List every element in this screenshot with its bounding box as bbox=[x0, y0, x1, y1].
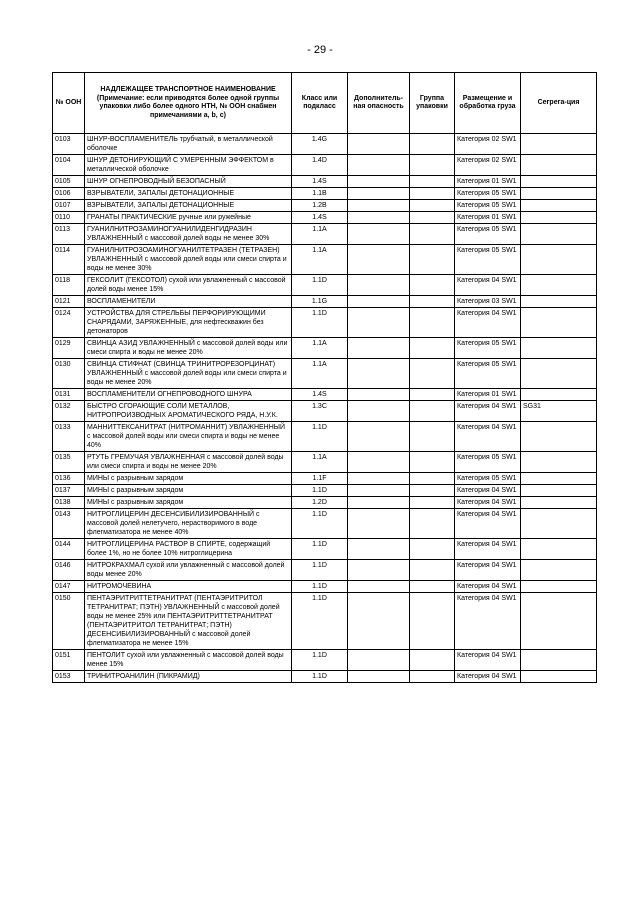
cell-segregation bbox=[521, 308, 597, 338]
cell-shipping-name: ШНУР ОГНЕПРОВОДНЫЙ БЕЗОПАСНЫЙ bbox=[85, 176, 292, 188]
table-row bbox=[53, 155, 597, 176]
cell-packing-group bbox=[410, 485, 455, 497]
cell-stowage: Категория 05 SW1 bbox=[455, 452, 521, 473]
cell-un-number: 0118 bbox=[53, 275, 85, 296]
page-number: - 29 - bbox=[307, 44, 333, 56]
cell-class: 1.1A bbox=[292, 224, 348, 245]
cell-segregation bbox=[521, 134, 597, 155]
cell-packing-group bbox=[410, 212, 455, 224]
cell-class: 1.1D bbox=[292, 671, 348, 683]
cell-un-number: 0114 bbox=[53, 245, 85, 275]
cell-segregation bbox=[521, 509, 597, 539]
cell-shipping-name: МАННИТТЕКСАНИТРАТ (НИТРОМАННИТ) УВЛАЖНЕННЫЙ с массовой долей воды или смеси спирта и воды не менее 40% bbox=[85, 422, 292, 452]
cell-segregation bbox=[521, 200, 597, 212]
cell-shipping-name: ПЕНТОЛИТ сухой или увлажненный с массовой долей воды менее 15% bbox=[85, 650, 292, 671]
cell-shipping-name: ГУАНИЛНИТРОЗАМИНОГУАНИЛИДЕНГИДРАЗИН УВЛАЖНЕННЫЙ с массовой долей воды не менее 30% bbox=[85, 224, 292, 245]
cell-subsidiary-risk bbox=[348, 401, 410, 422]
cell-un-number: 0143 bbox=[53, 509, 85, 539]
cell-un-number: 0147 bbox=[53, 581, 85, 593]
cell-subsidiary-risk bbox=[348, 539, 410, 560]
cell-stowage: Категория 03 SW1 bbox=[455, 296, 521, 308]
cell-class: 1.1D bbox=[292, 560, 348, 581]
cell-stowage: Категория 04 SW1 bbox=[455, 539, 521, 560]
cell-shipping-name: ВЗРЫВАТЕЛИ, ЗАПАЛЫ ДЕТОНАЦИОННЫЕ bbox=[85, 200, 292, 212]
table-row bbox=[53, 308, 597, 338]
table-row bbox=[53, 224, 597, 245]
table-row bbox=[53, 401, 597, 422]
cell-shipping-name: ГЕКСОЛИТ (ГЕКСОТОЛ) сухой или увлажненный с массовой долей воды менее 15% bbox=[85, 275, 292, 296]
cell-subsidiary-risk bbox=[348, 359, 410, 389]
cell-packing-group bbox=[410, 224, 455, 245]
cell-un-number: 0150 bbox=[53, 593, 85, 650]
table-row bbox=[53, 389, 597, 401]
cell-stowage: Категория 04 SW1 bbox=[455, 485, 521, 497]
cell-shipping-name: СВИНЦА СТИФНАТ (СВИНЦА ТРИНИТРОРЕЗОРЦИНАТ) УВЛАЖНЕННЫЙ с массовой долей воды или смеси спирта и воды не менее 20% bbox=[85, 359, 292, 389]
cell-subsidiary-risk bbox=[348, 188, 410, 200]
cell-un-number: 0106 bbox=[53, 188, 85, 200]
cell-segregation bbox=[521, 188, 597, 200]
table-row bbox=[53, 593, 597, 650]
cell-packing-group bbox=[410, 338, 455, 359]
cell-class: 1.1A bbox=[292, 359, 348, 389]
cell-class: 1.1G bbox=[292, 296, 348, 308]
cell-class: 1.2B bbox=[292, 200, 348, 212]
cell-subsidiary-risk bbox=[348, 560, 410, 581]
cell-packing-group bbox=[410, 650, 455, 671]
cell-shipping-name: ГРАНАТЫ ПРАКТИЧЕСКИЕ ручные или ружейные bbox=[85, 212, 292, 224]
cell-un-number: 0131 bbox=[53, 389, 85, 401]
cell-shipping-name: НИТРОГЛИЦЕРИН ДЕСЕНСИБИЛИЗИРОВАННЫЙ с массовой долей нелетучего, нерастворимого в воде флегматизатора не менее 40% bbox=[85, 509, 292, 539]
cell-shipping-name: ШНУР-ВОСПЛАМЕНИТЕЛЬ трубчатый, в металлической оболочке bbox=[85, 134, 292, 155]
cell-stowage: Категория 01 SW1 bbox=[455, 389, 521, 401]
cell-subsidiary-risk bbox=[348, 485, 410, 497]
header-subsidiary-risk: Дополнитель-ная опасность bbox=[348, 73, 410, 134]
cell-segregation bbox=[521, 581, 597, 593]
cell-segregation bbox=[521, 593, 597, 650]
cell-un-number: 0136 bbox=[53, 473, 85, 485]
cell-shipping-name: СВИНЦА АЗИД УВЛАЖНЕННЫЙ с массовой долей воды или смеси спирта и воды не менее 20% bbox=[85, 338, 292, 359]
cell-subsidiary-risk bbox=[348, 134, 410, 155]
cell-packing-group bbox=[410, 593, 455, 650]
table-row bbox=[53, 422, 597, 452]
cell-segregation bbox=[521, 650, 597, 671]
cell-segregation bbox=[521, 671, 597, 683]
cell-class: 1.1D bbox=[292, 509, 348, 539]
cell-un-number: 0144 bbox=[53, 539, 85, 560]
cell-un-number: 0138 bbox=[53, 497, 85, 509]
cell-subsidiary-risk bbox=[348, 593, 410, 650]
table-row bbox=[53, 671, 597, 683]
cell-shipping-name: ВЗРЫВАТЕЛИ, ЗАПАЛЫ ДЕТОНАЦИОННЫЕ bbox=[85, 188, 292, 200]
header-segregation: Сегрега-ция bbox=[521, 73, 597, 134]
cell-un-number: 0130 bbox=[53, 359, 85, 389]
table-row bbox=[53, 452, 597, 473]
cell-class: 1.4G bbox=[292, 134, 348, 155]
table-row bbox=[53, 473, 597, 485]
cell-stowage: Категория 04 SW1 bbox=[455, 308, 521, 338]
table-row bbox=[53, 188, 597, 200]
cell-un-number: 0105 bbox=[53, 176, 85, 188]
cell-shipping-name: ТРИНИТРОАНИЛИН (ПИКРАМИД) bbox=[85, 671, 292, 683]
table-row bbox=[53, 245, 597, 275]
cell-segregation bbox=[521, 452, 597, 473]
table-row bbox=[53, 560, 597, 581]
cell-un-number: 0133 bbox=[53, 422, 85, 452]
table-row bbox=[53, 200, 597, 212]
cell-subsidiary-risk bbox=[348, 473, 410, 485]
cell-class: 1.1A bbox=[292, 245, 348, 275]
cell-class: 1.1D bbox=[292, 422, 348, 452]
cell-shipping-name: ВОСПЛАМЕНИТЕЛИ bbox=[85, 296, 292, 308]
cell-stowage: Категория 05 SW1 bbox=[455, 200, 521, 212]
cell-subsidiary-risk bbox=[348, 212, 410, 224]
cell-shipping-name: МИНЫ с разрывным зарядом bbox=[85, 485, 292, 497]
header-class: Класс или подкласс bbox=[292, 73, 348, 134]
cell-un-number: 0129 bbox=[53, 338, 85, 359]
cell-stowage: Категория 05 SW1 bbox=[455, 359, 521, 389]
cell-packing-group bbox=[410, 560, 455, 581]
cell-class: 1.1D bbox=[292, 593, 348, 650]
table-header-row bbox=[53, 73, 597, 134]
cell-packing-group bbox=[410, 176, 455, 188]
cell-packing-group bbox=[410, 401, 455, 422]
cell-class: 1.1D bbox=[292, 539, 348, 560]
dangerous-goods-table bbox=[52, 72, 597, 683]
cell-segregation bbox=[521, 224, 597, 245]
table-row bbox=[53, 134, 597, 155]
cell-segregation bbox=[521, 485, 597, 497]
cell-segregation bbox=[521, 176, 597, 188]
cell-subsidiary-risk bbox=[348, 671, 410, 683]
cell-segregation: SG31 bbox=[521, 401, 597, 422]
cell-shipping-name: БЫСТРО СГОРАЮЩИЕ СОЛИ МЕТАЛЛОВ, НИТРОПРОИЗВОДНЫХ АРОМАТИЧЕСКОГО РЯДА, Н.У.К. bbox=[85, 401, 292, 422]
cell-segregation bbox=[521, 389, 597, 401]
cell-shipping-name: РТУТЬ ГРЕМУЧАЯ УВЛАЖНЕННАЯ с массовой долей воды или смеси спирта и воды не менее 20% bbox=[85, 452, 292, 473]
cell-segregation bbox=[521, 497, 597, 509]
cell-subsidiary-risk bbox=[348, 224, 410, 245]
cell-shipping-name: ВОСПЛАМЕНИТЕЛИ ОГНЕПРОВОДНОГО ШНУРА bbox=[85, 389, 292, 401]
cell-subsidiary-risk bbox=[348, 389, 410, 401]
cell-subsidiary-risk bbox=[348, 650, 410, 671]
cell-un-number: 0103 bbox=[53, 134, 85, 155]
cell-class: 1.1D bbox=[292, 650, 348, 671]
cell-shipping-name: НИТРОКРАХМАЛ сухой или увлажненный с массовой долей воды менее 20% bbox=[85, 560, 292, 581]
cell-class: 1.4S bbox=[292, 176, 348, 188]
cell-stowage: Категория 04 SW1 bbox=[455, 275, 521, 296]
cell-shipping-name: НИТРОГЛИЦЕРИНА РАСТВОР В СПИРТЕ, содержащий более 1%, но не более 10% нитроглицерина bbox=[85, 539, 292, 560]
cell-shipping-name: МИНЫ с разрывным зарядом bbox=[85, 497, 292, 509]
cell-stowage: Категория 04 SW1 bbox=[455, 593, 521, 650]
cell-packing-group bbox=[410, 188, 455, 200]
cell-segregation bbox=[521, 473, 597, 485]
cell-subsidiary-risk bbox=[348, 338, 410, 359]
cell-un-number: 0107 bbox=[53, 200, 85, 212]
cell-stowage: Категория 05 SW1 bbox=[455, 224, 521, 245]
cell-un-number: 0135 bbox=[53, 452, 85, 473]
header-name-note: (Примечание: если приводятся более одной группы упаковки либо более одного НТН, № ООН снабжен примечаниями a, b, c) bbox=[96, 94, 280, 119]
table-row bbox=[53, 509, 597, 539]
cell-un-number: 0151 bbox=[53, 650, 85, 671]
cell-stowage: Категория 04 SW1 bbox=[455, 581, 521, 593]
cell-class: 1.4S bbox=[292, 389, 348, 401]
table-row bbox=[53, 497, 597, 509]
cell-class: 1.2D bbox=[292, 497, 348, 509]
cell-subsidiary-risk bbox=[348, 155, 410, 176]
cell-stowage: Категория 05 SW1 bbox=[455, 338, 521, 359]
cell-un-number: 0110 bbox=[53, 212, 85, 224]
cell-subsidiary-risk bbox=[348, 176, 410, 188]
cell-stowage: Категория 04 SW1 bbox=[455, 497, 521, 509]
cell-stowage: Категория 05 SW1 bbox=[455, 188, 521, 200]
cell-packing-group bbox=[410, 452, 455, 473]
cell-stowage: Категория 01 SW1 bbox=[455, 176, 521, 188]
cell-subsidiary-risk bbox=[348, 275, 410, 296]
cell-un-number: 0124 bbox=[53, 308, 85, 338]
cell-stowage: Категория 02 SW1 bbox=[455, 155, 521, 176]
header-un-number: № ООН bbox=[53, 73, 85, 134]
cell-segregation bbox=[521, 155, 597, 176]
cell-class: 1.1A bbox=[292, 452, 348, 473]
cell-packing-group bbox=[410, 155, 455, 176]
cell-packing-group bbox=[410, 473, 455, 485]
cell-packing-group bbox=[410, 200, 455, 212]
cell-class: 1.1D bbox=[292, 308, 348, 338]
cell-segregation bbox=[521, 212, 597, 224]
cell-packing-group bbox=[410, 389, 455, 401]
cell-stowage: Категория 05 SW1 bbox=[455, 245, 521, 275]
cell-un-number: 0121 bbox=[53, 296, 85, 308]
cell-shipping-name: ШНУР ДЕТОНИРУЮЩИЙ С УМЕРЕННЫМ ЭФФЕКТОМ в металлической оболочке bbox=[85, 155, 292, 176]
cell-stowage: Категория 04 SW1 bbox=[455, 650, 521, 671]
cell-shipping-name: НИТРОМОЧЕВИНА bbox=[85, 581, 292, 593]
cell-packing-group bbox=[410, 359, 455, 389]
cell-stowage: Категория 05 SW1 bbox=[455, 473, 521, 485]
cell-packing-group bbox=[410, 134, 455, 155]
header-shipping-name bbox=[85, 73, 292, 134]
cell-packing-group bbox=[410, 581, 455, 593]
cell-segregation bbox=[521, 422, 597, 452]
cell-packing-group bbox=[410, 539, 455, 560]
cell-un-number: 0104 bbox=[53, 155, 85, 176]
cell-packing-group bbox=[410, 308, 455, 338]
cell-segregation bbox=[521, 245, 597, 275]
table-row bbox=[53, 650, 597, 671]
cell-subsidiary-risk bbox=[348, 422, 410, 452]
cell-segregation bbox=[521, 275, 597, 296]
cell-class: 1.1D bbox=[292, 485, 348, 497]
cell-shipping-name: УСТРОЙСТВА ДЛЯ СТРЕЛЬБЫ ПЕРФОРИРУЮЩИМИ СНАРЯДАМИ, ЗАРЯЖЕННЫЕ, для нефтескважин без детонаторов bbox=[85, 308, 292, 338]
cell-un-number: 0146 bbox=[53, 560, 85, 581]
cell-un-number: 0113 bbox=[53, 224, 85, 245]
cell-shipping-name: ПЕНТАЭРИТРИТТЕТРАНИТРАТ (ПЕНТАЭРИТРИТОЛ ТЕТРАНИТРАТ; ПЭТН) УВЛАЖНЕННЫЙ с массовой долей воды не менее 25% или ПЕНТАЭРИТРИТТЕТРАНИТРАТ (ПЕНТАЭРИТРИТОЛ ТЕТРАНИТРАТ; ПЭТН) ДЕСЕНСИБИЛИЗИРОВАННЫЙ с массовой долей флегматизатора не менее 15% bbox=[85, 593, 292, 650]
cell-subsidiary-risk bbox=[348, 200, 410, 212]
table-row bbox=[53, 485, 597, 497]
table-row bbox=[53, 581, 597, 593]
cell-segregation bbox=[521, 359, 597, 389]
cell-stowage: Категория 04 SW1 bbox=[455, 509, 521, 539]
cell-stowage: Категория 04 SW1 bbox=[455, 671, 521, 683]
cell-class: 1.4D bbox=[292, 155, 348, 176]
table-row bbox=[53, 296, 597, 308]
cell-shipping-name: ГУАНИЛНИТРОЗОАМИНОГУАНИЛТЕТРАЗЕН (ТЕТРАЗЕН) УВЛАЖНЕННЫЙ с массовой долей воды или смеси спирта и воды не менее 30% bbox=[85, 245, 292, 275]
cell-class: 1.1D bbox=[292, 581, 348, 593]
cell-packing-group bbox=[410, 275, 455, 296]
cell-un-number: 0137 bbox=[53, 485, 85, 497]
cell-subsidiary-risk bbox=[348, 581, 410, 593]
cell-segregation bbox=[521, 296, 597, 308]
cell-packing-group bbox=[410, 296, 455, 308]
cell-subsidiary-risk bbox=[348, 308, 410, 338]
cell-segregation bbox=[521, 338, 597, 359]
table-row bbox=[53, 338, 597, 359]
cell-stowage: Категория 04 SW1 bbox=[455, 422, 521, 452]
cell-stowage: Категория 04 SW1 bbox=[455, 401, 521, 422]
cell-segregation bbox=[521, 539, 597, 560]
cell-class: 1.1F bbox=[292, 473, 348, 485]
cell-subsidiary-risk bbox=[348, 296, 410, 308]
table-row bbox=[53, 176, 597, 188]
header-stowage: Размещение и обработка груза bbox=[455, 73, 521, 134]
header-name-main: НАДЛЕЖАЩЕЕ ТРАНСПОРТНОЕ НАИМЕНОВАНИЕ bbox=[100, 86, 276, 93]
cell-subsidiary-risk bbox=[348, 245, 410, 275]
cell-stowage: Категория 04 SW1 bbox=[455, 560, 521, 581]
table-row bbox=[53, 275, 597, 296]
cell-packing-group bbox=[410, 509, 455, 539]
table-row bbox=[53, 212, 597, 224]
cell-stowage: Категория 02 SW1 bbox=[455, 134, 521, 155]
cell-packing-group bbox=[410, 422, 455, 452]
cell-subsidiary-risk bbox=[348, 509, 410, 539]
header-packing-group: Группа упаковки bbox=[410, 73, 455, 134]
cell-un-number: 0153 bbox=[53, 671, 85, 683]
cell-stowage: Категория 01 SW1 bbox=[455, 212, 521, 224]
cell-packing-group bbox=[410, 671, 455, 683]
cell-shipping-name: МИНЫ с разрывным зарядом bbox=[85, 473, 292, 485]
cell-subsidiary-risk bbox=[348, 497, 410, 509]
cell-class: 1.1B bbox=[292, 188, 348, 200]
cell-packing-group bbox=[410, 497, 455, 509]
cell-segregation bbox=[521, 560, 597, 581]
cell-packing-group bbox=[410, 245, 455, 275]
table-row bbox=[53, 359, 597, 389]
cell-un-number: 0132 bbox=[53, 401, 85, 422]
table-row bbox=[53, 539, 597, 560]
cell-class: 1.3C bbox=[292, 401, 348, 422]
cell-class: 1.1D bbox=[292, 275, 348, 296]
cell-class: 1.4S bbox=[292, 212, 348, 224]
cell-class: 1.1A bbox=[292, 338, 348, 359]
cell-subsidiary-risk bbox=[348, 452, 410, 473]
